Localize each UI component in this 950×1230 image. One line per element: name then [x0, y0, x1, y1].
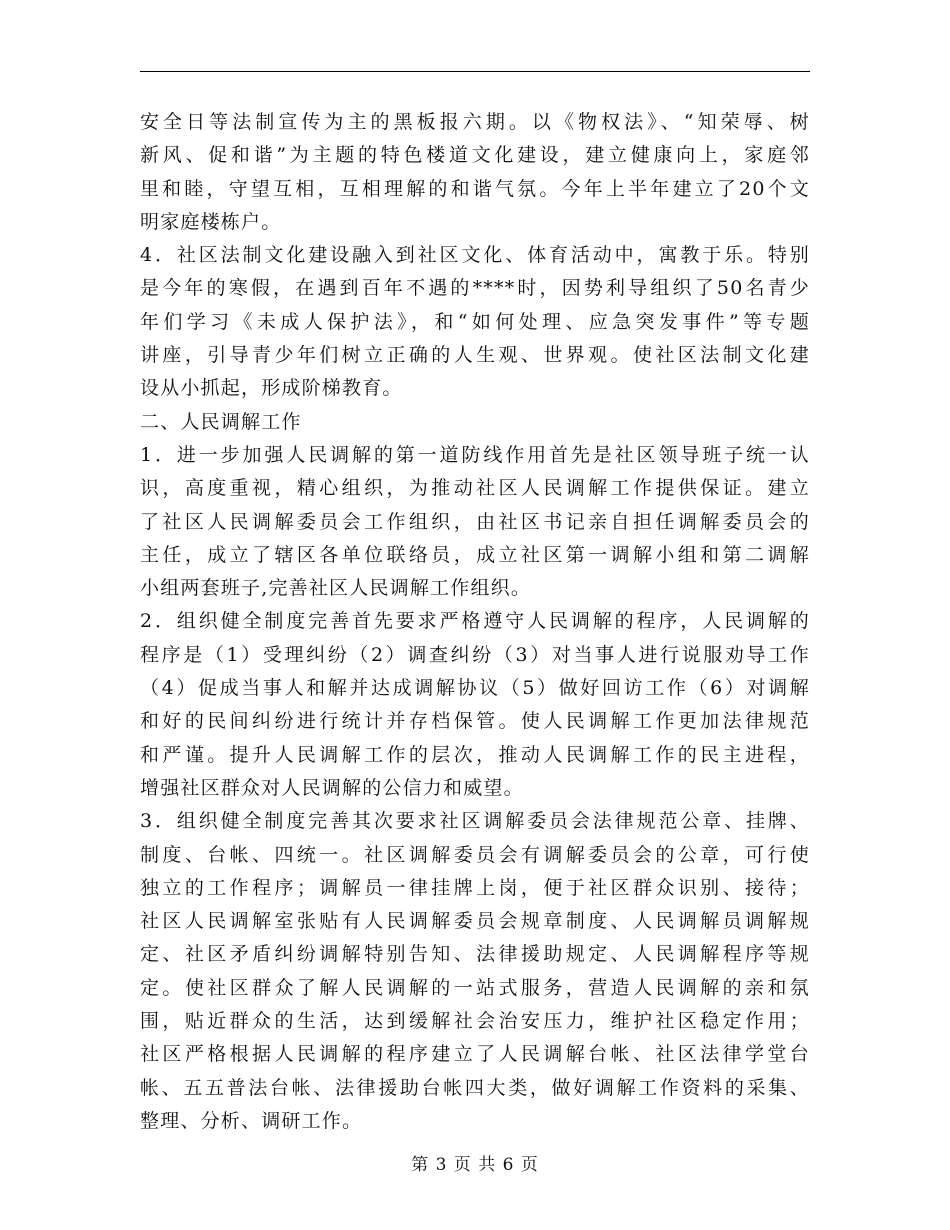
- text-line: 定、社区矛盾纠纷调解特别告知、法律援助规定、人民调解程序等规: [140, 943, 810, 966]
- text-line: 识，高度重视，精心组织，为推动社区人民调解工作提供保证。建立: [140, 477, 810, 500]
- text-line: 设从小抓起，形成阶梯教育。: [140, 377, 403, 400]
- text-line: （4）促成当事人和解并达成调解协议（5）做好回访工作（6）对调解: [140, 677, 810, 700]
- text-line: 和好的民间纠纷进行统计并存档保管。使人民调解工作更加法律规范: [140, 710, 810, 733]
- text-line: 社区人民调解室张贴有人民调解委员会规章制度、人民调解员调解规: [140, 910, 810, 933]
- text-line: 整理、分析、调研工作。: [140, 1109, 363, 1132]
- text-line: 程序是（1）受理纠纷（2）调查纠纷（3）对当事人进行说服劝导工作: [140, 643, 810, 666]
- text-line: 社区严格根据人民调解的程序建立了人民调解台帐、社区法律学堂台: [140, 1043, 810, 1066]
- text-line: 1．进一步加强人民调解的第一道防线作用首先是社区领导班子统一认: [140, 443, 810, 466]
- text-line: 围，贴近群众的生活，达到缓解社会治安压力，维护社区稳定作用；: [140, 1010, 810, 1033]
- text-line: 是今年的寒假，在遇到百年不遇的****时，因势利导组织了50名青少: [140, 277, 810, 300]
- text-line: 安全日等法制宣传为主的黑板报六期。以《物权法》、“知荣辱、树: [140, 111, 810, 133]
- section-heading: 二、人民调解工作: [140, 410, 302, 433]
- text-line: 独立的工作程序；调解员一律挂牌上岗，便于社区群众识别、接待；: [140, 876, 810, 899]
- text-line: 增强社区群众对人民调解的公信力和威望。: [140, 776, 524, 799]
- page-number-label: 第 3 页 共 6 页: [411, 1155, 539, 1175]
- text-line: 制度、台帐、四统一。社区调解委员会有调解委员会的公章，可行使: [140, 843, 810, 866]
- text-line: 小组两套班子,完善社区人民调解工作组织。: [140, 577, 532, 600]
- text-line: 和严谨。提升人民调解工作的层次，推动人民调解工作的民主进程，: [140, 743, 810, 766]
- text-line: 帐、五五普法台帐、法律援助台帐四大类，做好调解工作资料的采集、: [140, 1076, 810, 1099]
- text-line: 了社区人民调解委员会工作组织，由社区书记亲自担任调解委员会的: [140, 510, 810, 533]
- header-rule: [140, 71, 810, 72]
- text-line: 讲座，引导青少年们树立正确的人生观、世界观。使社区法制文化建: [140, 344, 810, 367]
- text-line: 主任，成立了辖区各单位联络员，成立社区第一调解小组和第二调解: [140, 543, 810, 566]
- document-body: [140, 106, 810, 1138]
- text-line: 定。使社区群众了解人民调解的一站式服务，营造人民调解的亲和氛: [140, 976, 810, 999]
- text-line: 4．社区法制文化建设融入到社区文化、体育活动中，寓教于乐。特别: [140, 244, 810, 267]
- text-line: 2．组织健全制度完善首先要求严格遵守人民调解的程序，人民调解的: [140, 610, 810, 633]
- page-footer: [0, 1150, 950, 1175]
- text-line: 明家庭楼栋户。: [140, 210, 282, 233]
- text-line: 3．组织健全制度完善其次要求社区调解委员会法律规范公章、挂牌、: [140, 810, 810, 833]
- text-line: 新风、促和谐”为主题的特色楼道文化建设，建立健康向上，家庭邻: [140, 144, 810, 167]
- text-line: 里和睦，守望互相，互相理解的和谐气氛。今年上半年建立了20个文: [140, 177, 810, 200]
- text-line: 年们学习《未成人保护法》，和“如何处理、应急突发事件”等专题: [140, 310, 810, 333]
